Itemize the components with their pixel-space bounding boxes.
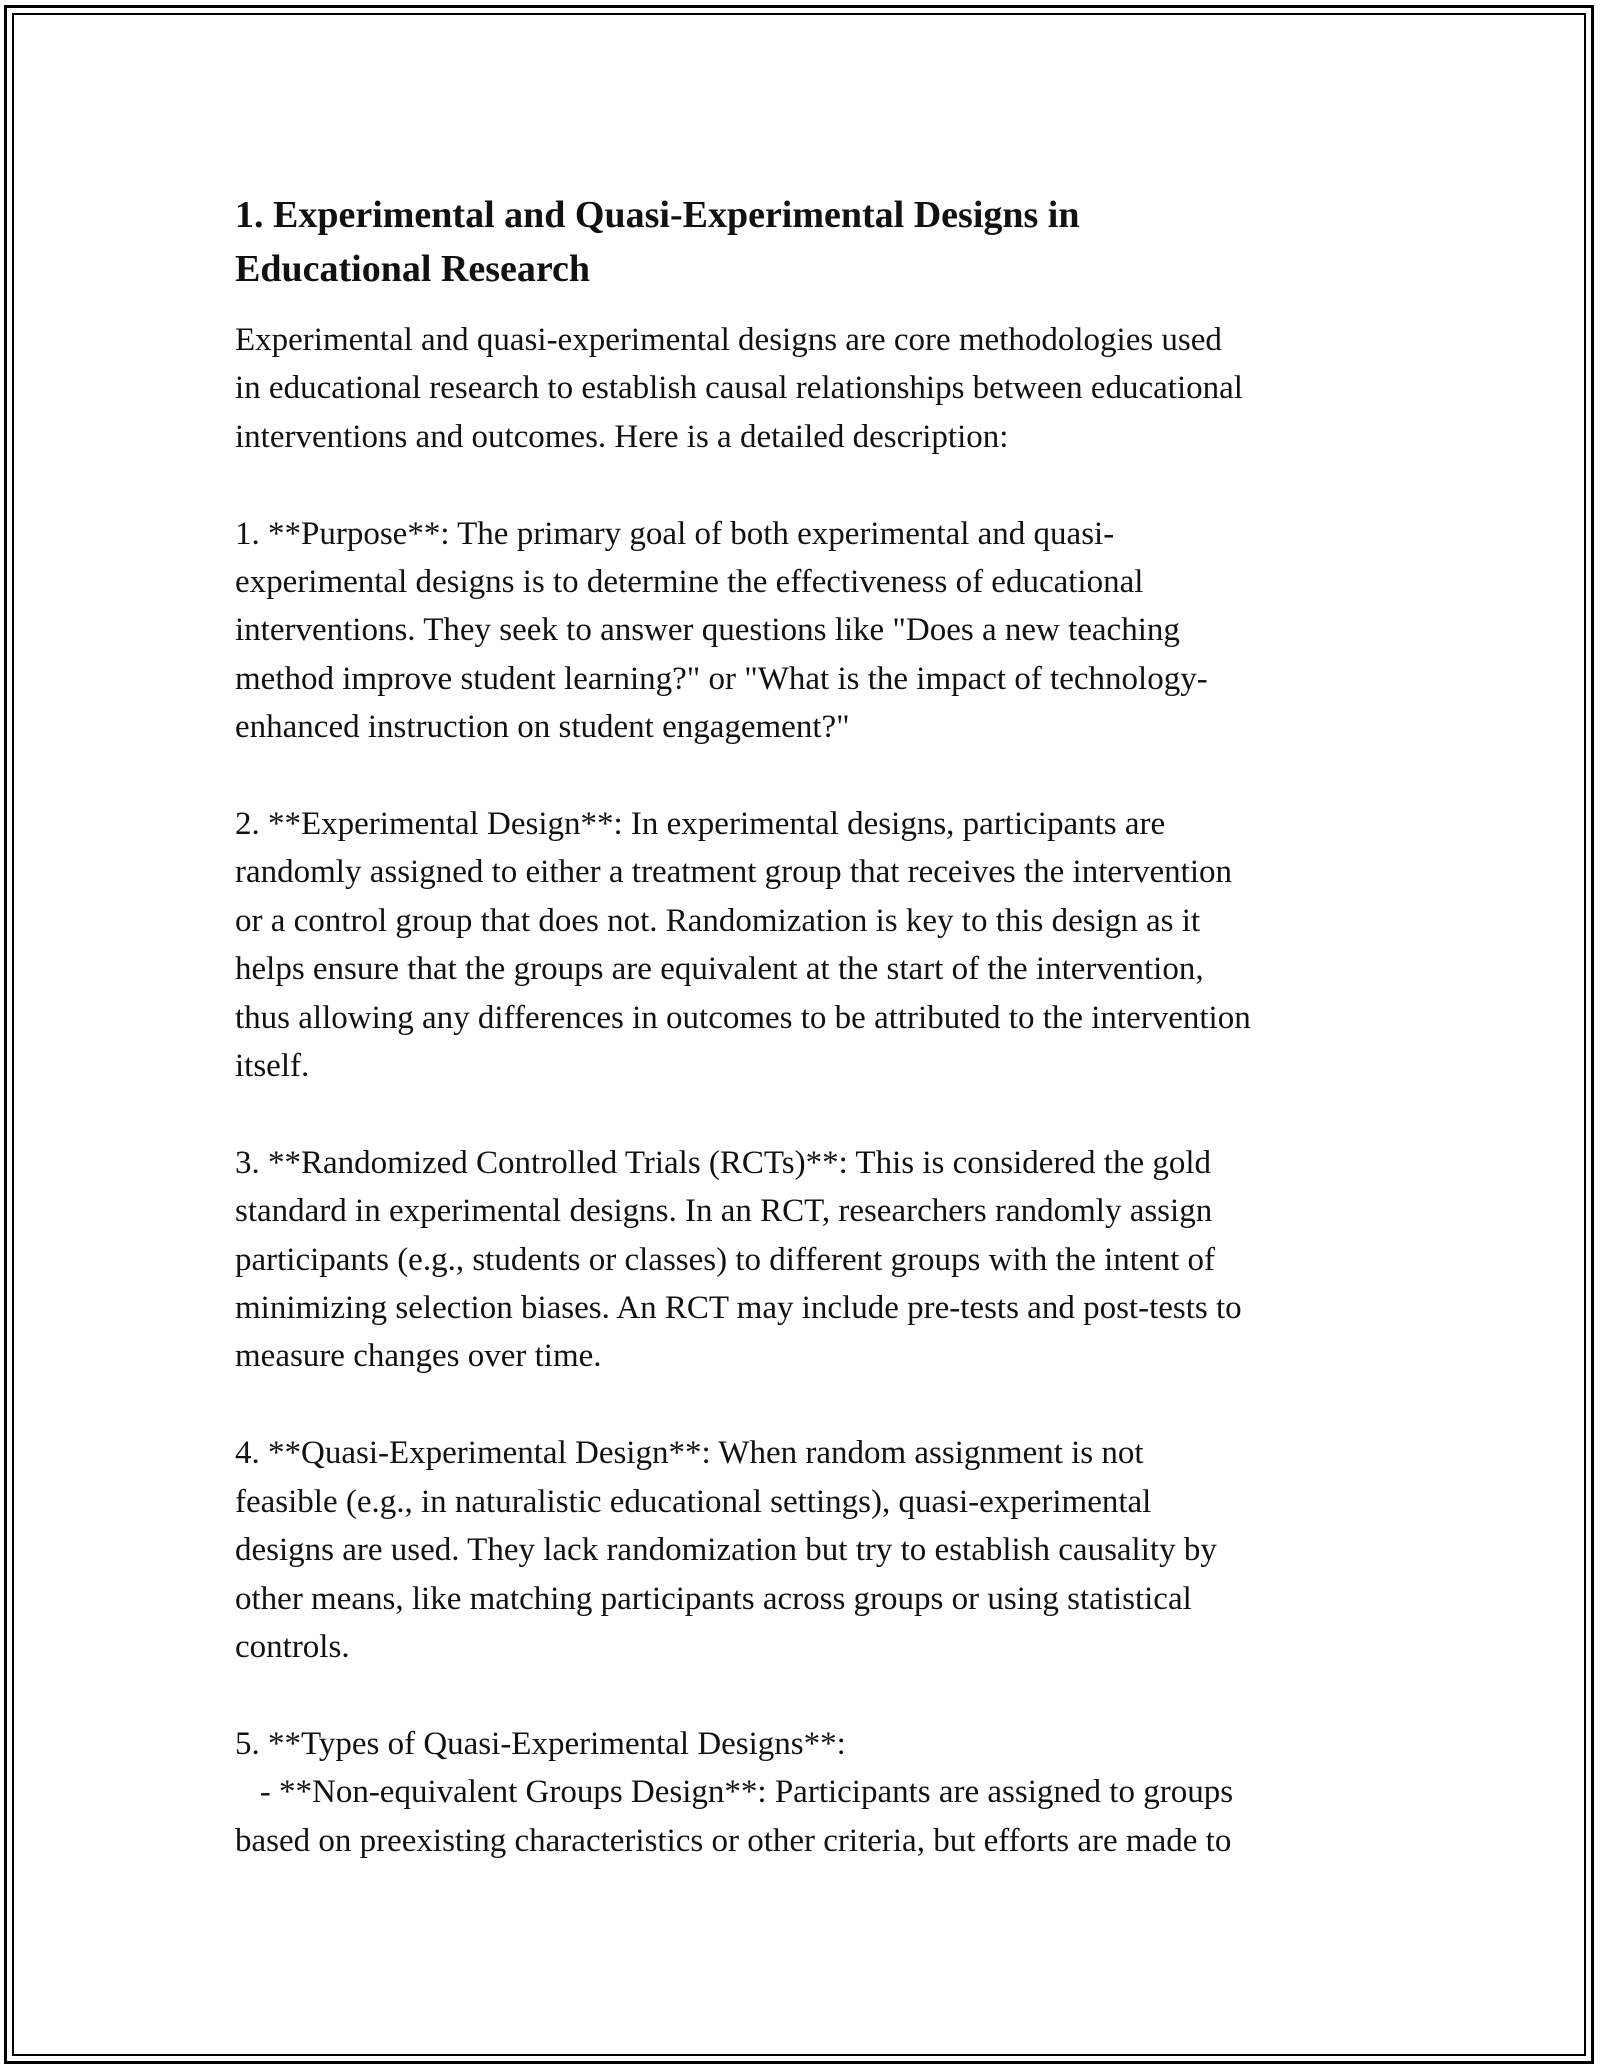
document-body xyxy=(235,188,1375,1865)
paragraph-gap xyxy=(235,752,1375,800)
document-title: 1. Experimental and Quasi-Experimental Designs in Educational Research xyxy=(235,194,1080,290)
paragraph-gap xyxy=(235,1671,1375,1719)
paragraph-gap xyxy=(235,1090,1375,1138)
paragraph-experimental-design: 2. **Experimental Design**: In experimental designs, participants are randomly assigned to either a treatment group that receives the intervention or a control group that does not. Randomization is key to this design as it helps ensure that the groups are equivalent at the start of the intervention, thus allowing any differences in outcomes to be attributed to the intervention itself. xyxy=(235,806,1251,1085)
paragraph-quasi-types: 5. **Types of Quasi-Experimental Designs**: - **Non-equivalent Groups Design**: Participants are assigned to groups based on preexisting characteristics or other criteria, but efforts are made to xyxy=(235,1725,1234,1859)
paragraph-rcts: 3. **Randomized Controlled Trials (RCTs)**: This is considered the gold standard in experimental designs. In an RCT, researchers randomly assign participants (e.g., students or classes) to different groups with the intent of minimizing selection biases. An RCT may include pre-tests and post-tests to measure changes over time. xyxy=(235,1144,1242,1375)
paragraph-intro: Experimental and quasi-experimental designs are core methodologies used in educational research to establish causal relationships between educational interventions and outcomes. Here is a detailed description: xyxy=(235,322,1243,455)
paragraph-gap xyxy=(235,1381,1375,1429)
paragraph-purpose: 1. **Purpose**: The primary goal of both experimental and quasi- experimental designs is to determine the effectiveness of educational interventions. They seek to answer questions like "Does a new teaching method improve student learning?" or "What is the impact of technology- enhanced instruction on student engagement?" xyxy=(235,515,1208,746)
paragraph-gap xyxy=(235,461,1375,509)
paragraph-quasi-experimental-design: 4. **Quasi-Experimental Design**: When random assignment is not feasible (e.g., in naturalistic educational settings), quasi-experimental designs are used. They lack randomization but try to establish causality by other means, like matching participants across groups or using statistical controls. xyxy=(235,1435,1217,1665)
